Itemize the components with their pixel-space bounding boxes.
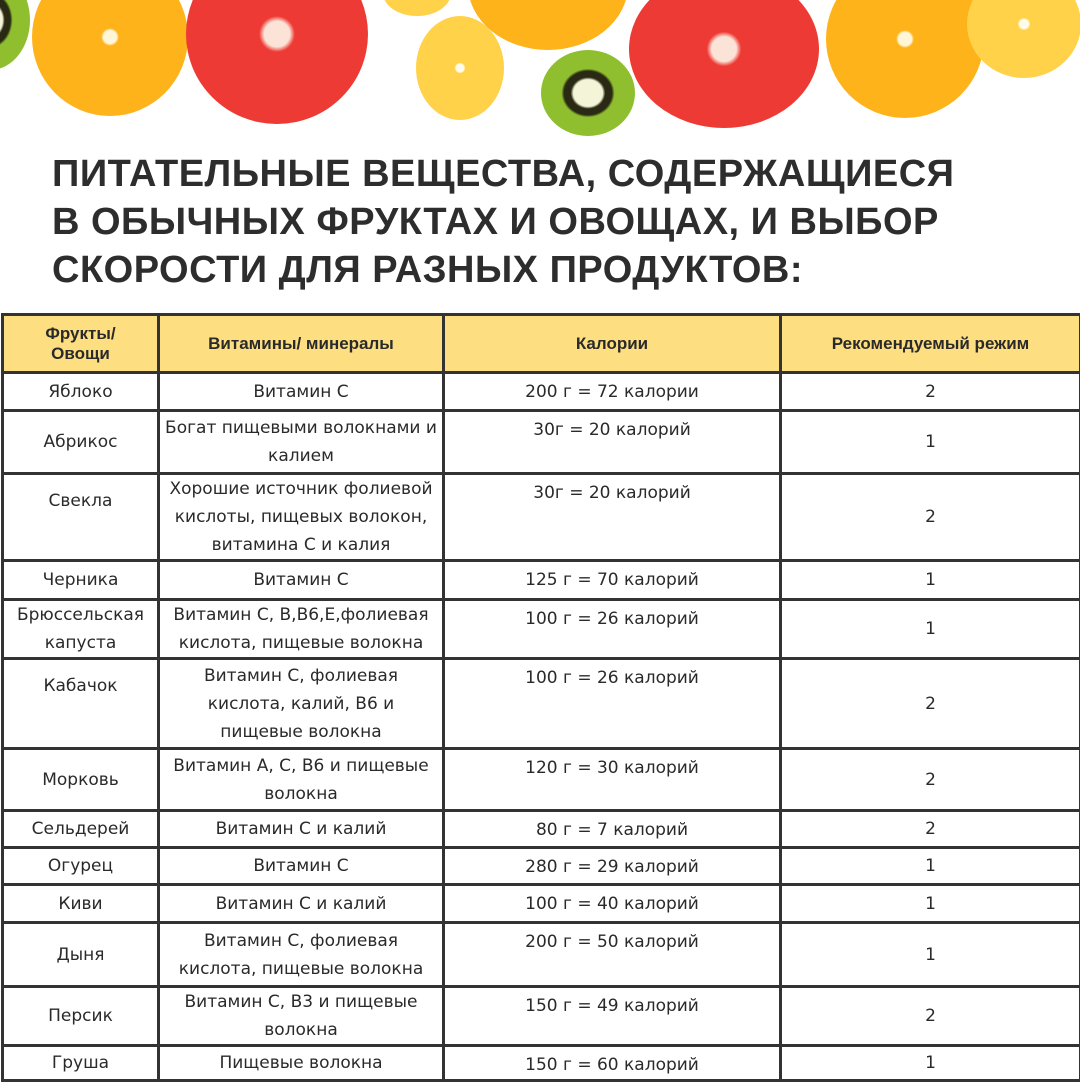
product-name: Морковь [3, 749, 159, 811]
lemon-slice-image [967, 0, 1080, 78]
orange-slice-image [826, 0, 984, 118]
product-name: Абрикос [3, 411, 159, 474]
table-row [3, 561, 1080, 600]
table-row [3, 749, 1080, 811]
table-row [3, 811, 1080, 848]
table-row [3, 923, 1080, 987]
vitamins-cell: Витамин С, фолиевая кислота, калий, В6 и пищевые волокна [159, 659, 444, 749]
table-row [3, 987, 1080, 1046]
title-line-3: СКОРОСТИ ДЛЯ РАЗНЫХ ПРОДУКТОВ: [52, 246, 1052, 294]
product-name: Черника [3, 561, 159, 600]
mode-cell: 2 [781, 474, 1080, 561]
calories-cell: 150 г = 60 калорий [444, 1046, 781, 1081]
calories-cell: 80 г = 7 калорий [444, 811, 781, 848]
header-calories: Калории [444, 315, 781, 373]
calories-cell: 125 г = 70 калорий [444, 561, 781, 600]
mode-cell: 2 [781, 373, 1080, 411]
vitamins-cell: Витамин С и калий [159, 811, 444, 848]
product-name: Яблоко [3, 373, 159, 411]
table-row [3, 1046, 1080, 1081]
product-name: Кабачок [3, 659, 159, 749]
vitamins-cell: Витамин С и калий [159, 885, 444, 923]
calories-cell: 280 г = 29 калорий [444, 848, 781, 885]
table-row [3, 885, 1080, 923]
vitamins-cell: Витамин С [159, 373, 444, 411]
product-name: Свекла [3, 474, 159, 561]
table-row [3, 411, 1080, 474]
mode-cell: 2 [781, 987, 1080, 1046]
title-line-2: В ОБЫЧНЫХ ФРУКТАХ И ОВОЩАХ, И ВЫБОР [52, 198, 1052, 246]
calories-cell: 30г = 20 калорий [444, 474, 781, 561]
table-header-row [3, 315, 1080, 373]
vitamins-cell: Богат пищевыми волокнами и калием [159, 411, 444, 474]
mode-cell: 1 [781, 885, 1080, 923]
product-name: Сельдерей [3, 811, 159, 848]
vitamins-cell: Витамин С, фолиевая кислота, пищевые волокна [159, 923, 444, 987]
product-name: Персик [3, 987, 159, 1046]
vitamins-cell: Витамин С [159, 561, 444, 600]
table-row [3, 600, 1080, 659]
grapefruit-slice-image [186, 0, 368, 124]
orange-slice-image [32, 0, 188, 116]
grapefruit-slice-image [629, 0, 819, 128]
header-recommended-mode: Рекомендуемый режим [781, 315, 1080, 373]
product-name: Дыня [3, 923, 159, 987]
product-name: Брюссельская капуста [3, 600, 159, 659]
product-name: Огурец [3, 848, 159, 885]
product-name: Киви [3, 885, 159, 923]
vitamins-cell: Витамин А, С, В6 и пищевые волокна [159, 749, 444, 811]
table-row [3, 659, 1080, 749]
vitamins-cell: Витамин С [159, 848, 444, 885]
header-fruits-vegetables: Фрукты/ Овощи [3, 315, 159, 373]
table-row [3, 848, 1080, 885]
kiwi-slice-image [541, 50, 635, 136]
calories-cell: 30г = 20 калорий [444, 411, 781, 474]
mode-cell: 1 [781, 600, 1080, 659]
table-row [3, 373, 1080, 411]
vitamins-cell: Хорошие источник фолиевой кислоты, пищевых волокон, витамина С и калия [159, 474, 444, 561]
mode-cell: 2 [781, 811, 1080, 848]
table-row [3, 474, 1080, 561]
calories-cell: 150 г = 49 калорий [444, 987, 781, 1046]
calories-cell: 100 г = 26 калорий [444, 659, 781, 749]
vitamins-cell: Пищевые волокна [159, 1046, 444, 1081]
page-title [52, 150, 1052, 294]
mode-cell: 1 [781, 923, 1080, 987]
mode-cell: 2 [781, 659, 1080, 749]
calories-cell: 200 г = 72 калории [444, 373, 781, 411]
lemon-slice-image [416, 16, 504, 120]
mode-cell: 1 [781, 848, 1080, 885]
calories-cell: 200 г = 50 калорий [444, 923, 781, 987]
title-line-1: ПИТАТЕЛЬНЫЕ ВЕЩЕСТВА, СОДЕРЖАЩИЕСЯ [52, 150, 1052, 198]
mode-cell: 1 [781, 1046, 1080, 1081]
calories-cell: 100 г = 40 калорий [444, 885, 781, 923]
vitamins-cell: Витамин С, В,В6,Е,фолиевая кислота, пищевые волокна [159, 600, 444, 659]
mode-cell: 1 [781, 561, 1080, 600]
vitamins-cell: Витамин С, В3 и пищевые волокна [159, 987, 444, 1046]
lemon-slice-image [383, 0, 451, 16]
calories-cell: 120 г = 30 калорий [444, 749, 781, 811]
nutrients-table [1, 313, 1080, 1082]
fruit-banner [0, 0, 1080, 140]
mode-cell: 2 [781, 749, 1080, 811]
kiwi-slice-image [0, 0, 30, 70]
header-vitamins-minerals: Витамины/ минералы [159, 315, 444, 373]
mode-cell: 1 [781, 411, 1080, 474]
product-name: Груша [3, 1046, 159, 1081]
calories-cell: 100 г = 26 калорий [444, 600, 781, 659]
